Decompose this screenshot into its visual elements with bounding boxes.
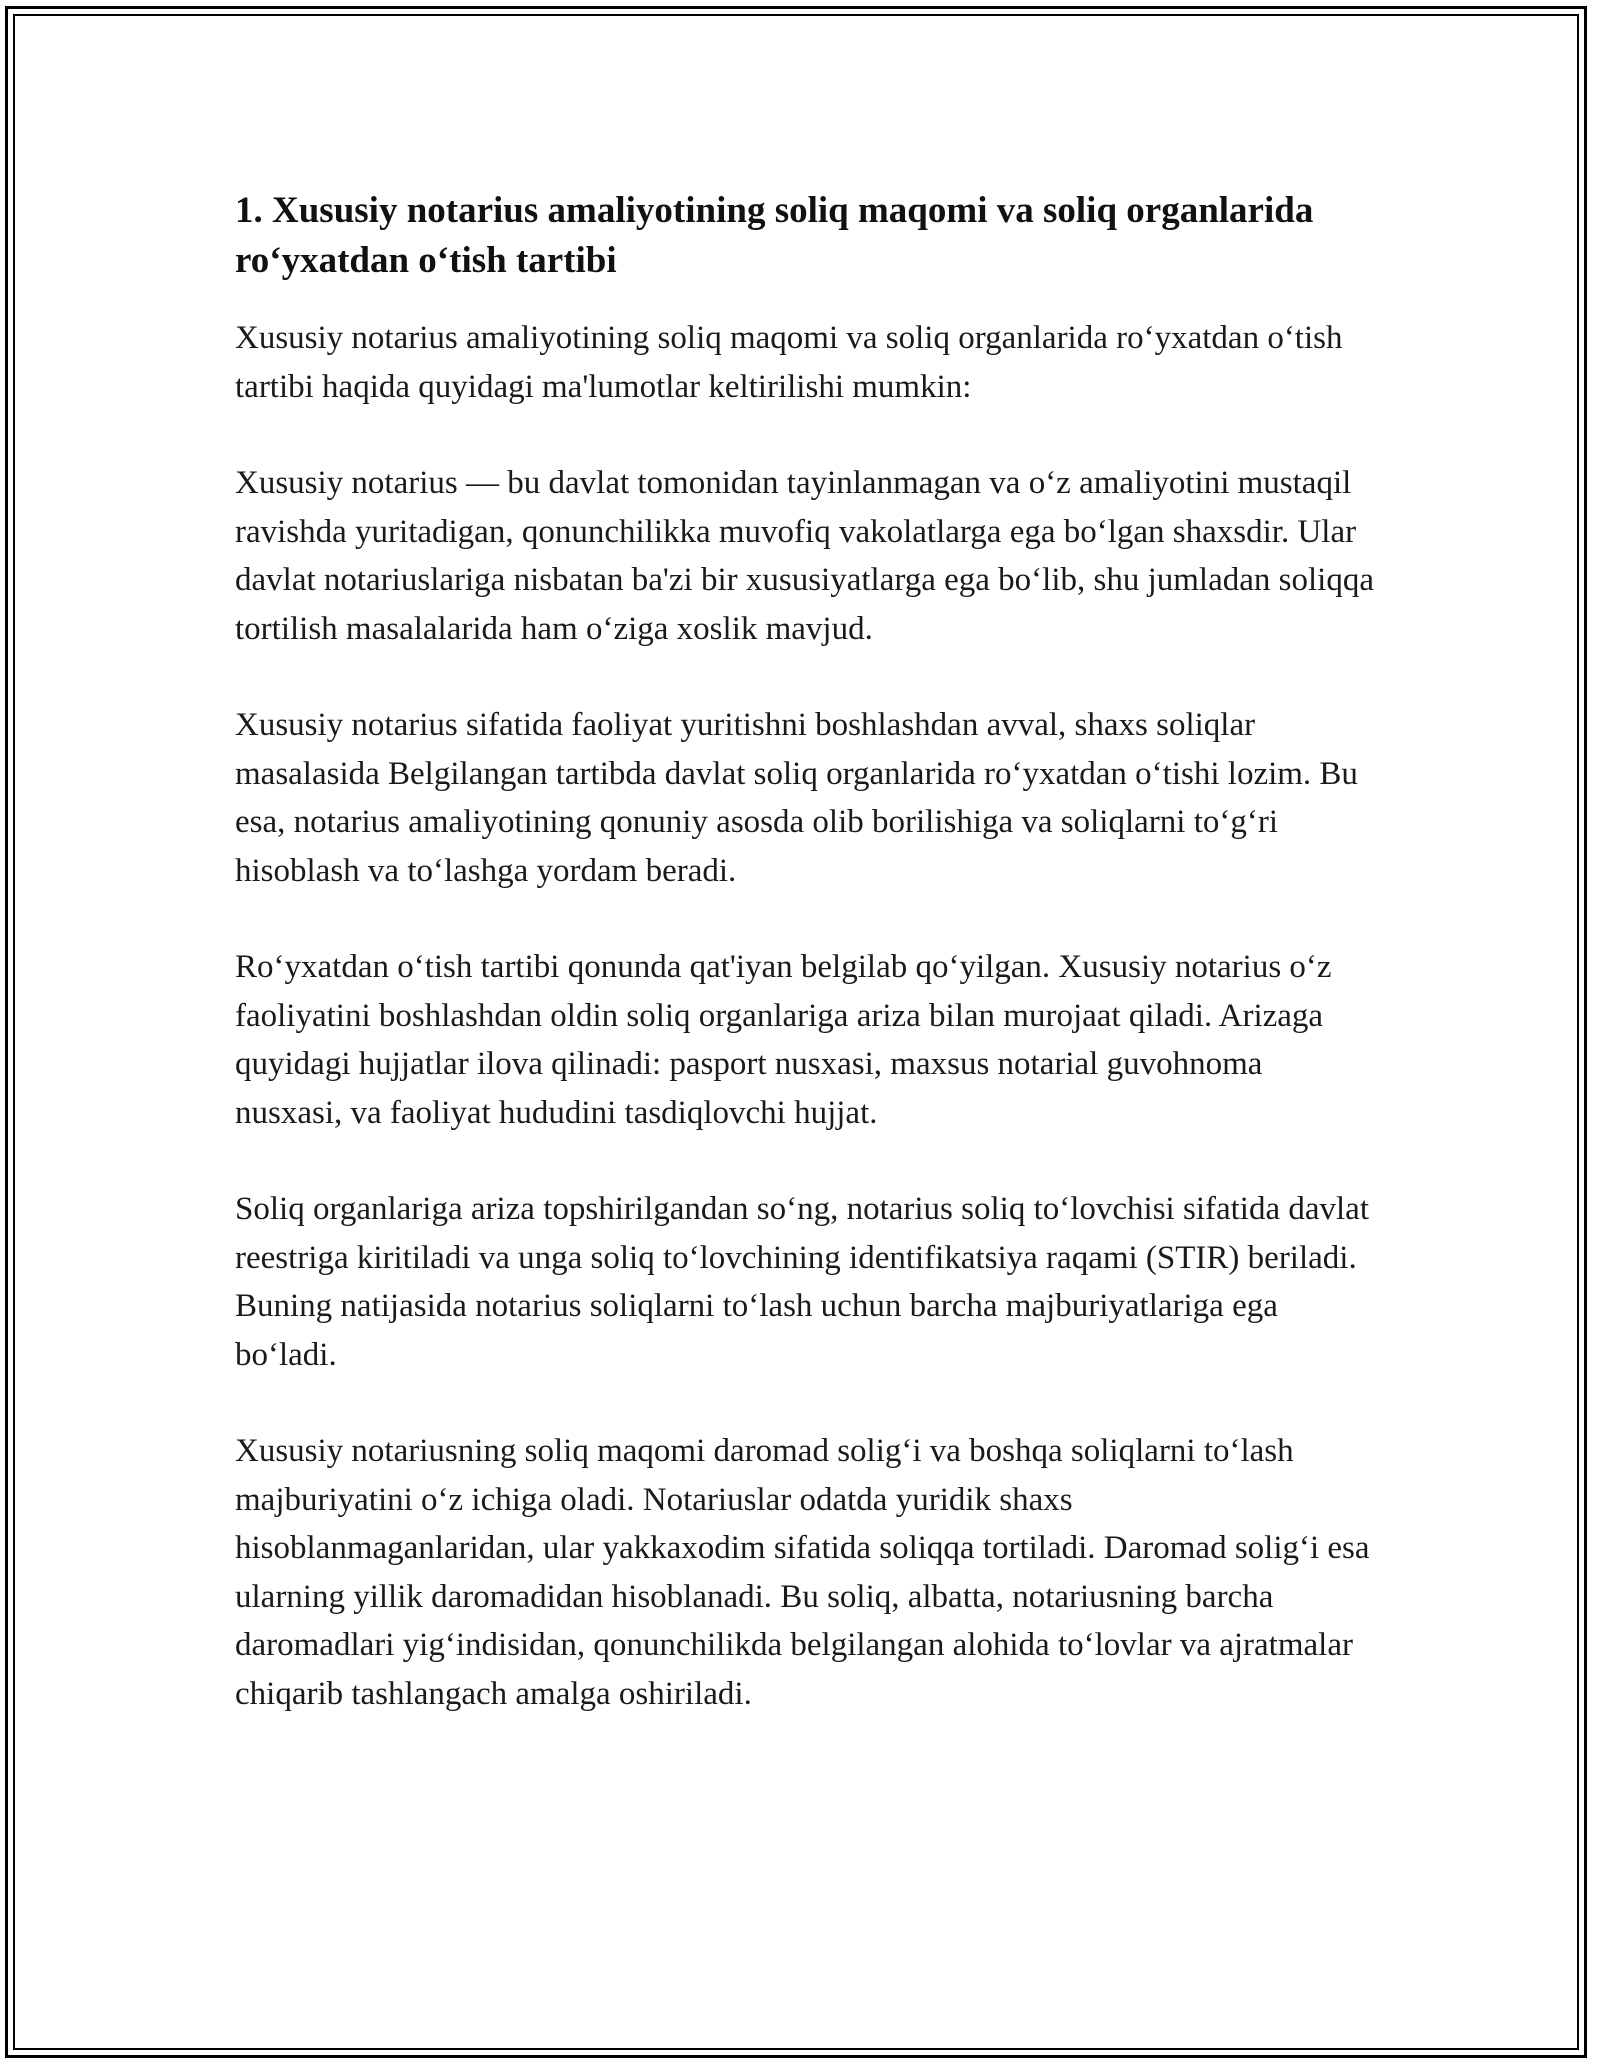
document-body bbox=[235, 186, 1375, 1766]
paragraph-registration-requirement: Xususiy notarius sifatida faoliyat yuritishni boshlashdan avval, shaxs soliqlar masalasida Belgilangan tartibda davlat soliq organlarida ro‘yxatdan o‘tishi lozim. Bu esa, notarius amaliyotining qonuniy asosda olib borilishiga va soliqlarni to‘g‘ri hisoblash va to‘lashga yordam beradi. bbox=[235, 707, 1358, 889]
section-heading: 1. Xususiy notarius amaliyotining soliq maqomi va soliq organlarida ro‘yxatdan o‘tish tartibi bbox=[235, 190, 1314, 281]
paragraph-intro: Xususiy notarius amaliyotining soliq maqomi va soliq organlarida ro‘yxatdan o‘tish tartibi haqida quyidagi ma'lumotlar keltirilishi mumkin: bbox=[235, 320, 1343, 405]
paragraph-registration-procedure: Ro‘yxatdan o‘tish tartibi qonunda qat'iyan belgilab qo‘yilgan. Xususiy notarius o‘z faoliyatini boshlashdan oldin soliq organlariga ariza bilan murojaat qiladi. Arizaga quyidagi hujjatlar ilova qilinadi: pasport nusxasi, maxsus notarial guvohnoma nusxasi, va faoliyat hududini tasdiqlovchi hujjat. bbox=[235, 949, 1332, 1131]
paragraph-stir: Soliq organlariga ariza topshirilgandan so‘ng, notarius soliq to‘lovchisi sifatida davlat reestriga kiritiladi va unga soliq to‘lovchining identifikatsiya raqami (STIR) beriladi. Buning natijasida notarius soliqlarni to‘lash uchun barcha majburiyatlariga ega bo‘ladi. bbox=[235, 1191, 1369, 1373]
paragraph-tax-status: Xususiy notariusning soliq maqomi daromad solig‘i va boshqa soliqlarni to‘lash majburiyatini o‘z ichiga oladi. Notariuslar odatda yuridik shaxs hisoblanmaganlaridan, ular yakkaxodim sifatida soliqqa tortiladi. Daromad solig‘i esa ularning yillik daromadidan hisoblanadi. Bu soliq, albatta, notariusning barcha daromadlari yig‘indisidan, qonunchilikda belgilangan alohida to‘lovlar va ajratmalar chiqarib tashlangach amalga oshiriladi. bbox=[235, 1433, 1370, 1712]
paragraph-definition: Xususiy notarius — bu davlat tomonidan tayinlanmagan va o‘z amaliyotini mustaqil ravishda yuritadigan, qonunchilikka muvofiq vakolatlarga ega bo‘lgan shaxsdir. Ular davlat notariuslariga nisbatan ba'zi bir xususiyatlarga ega bo‘lib, shu jumladan soliqqa tortilish masalalarida ham o‘ziga xoslik mavjud. bbox=[235, 465, 1374, 647]
